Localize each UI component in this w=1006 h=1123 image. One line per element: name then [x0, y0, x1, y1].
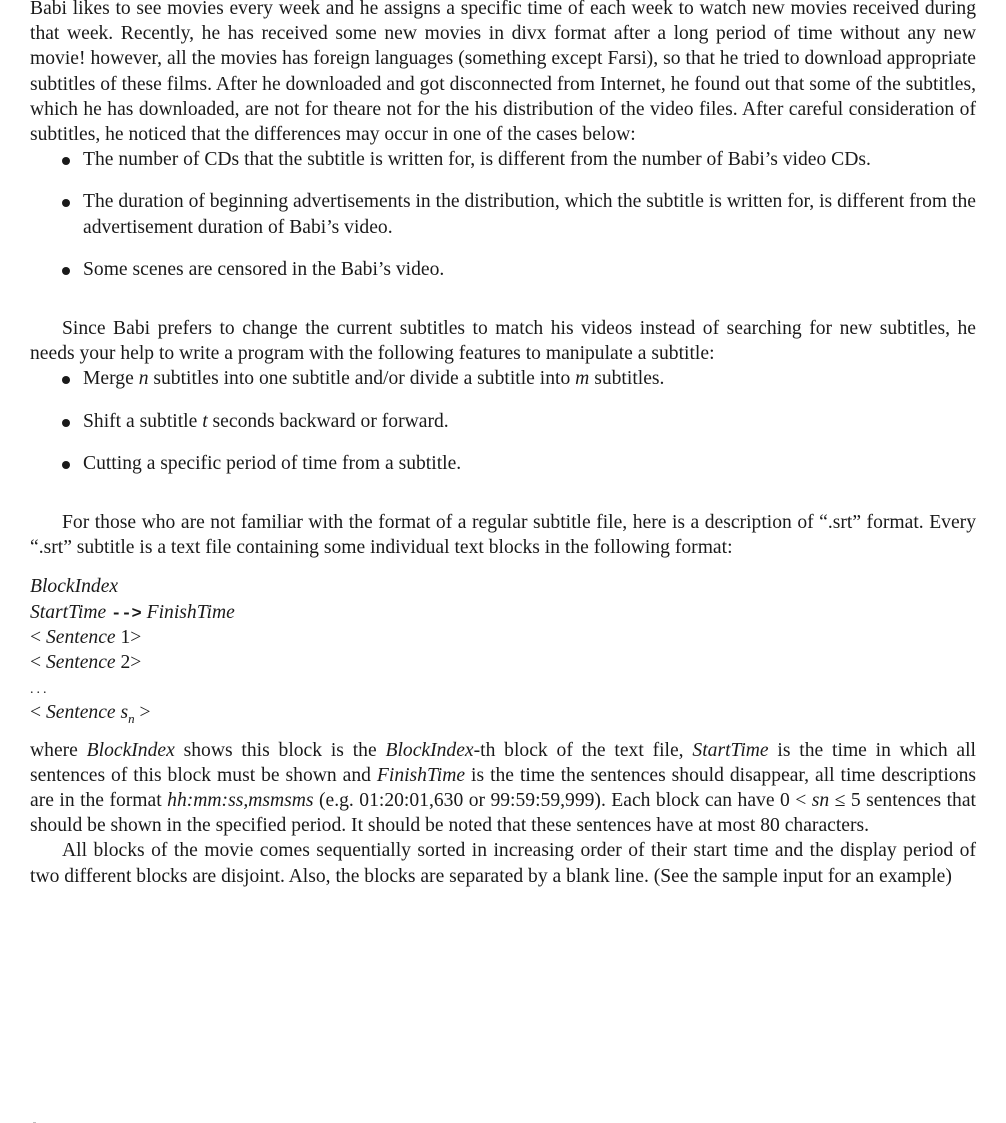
- math-variable: t: [202, 410, 208, 432]
- feature-merge: [30, 366, 976, 391]
- format-line-block-index: [30, 574, 976, 599]
- text: where: [30, 739, 87, 761]
- bullet-icon: [62, 461, 70, 469]
- intro-paragraph: Babi likes to see movies every week and he assigns a specific time of each week to watch new movies received during that week. Recently, he has received some new movies in divx format after a long period of time without any new movie! however, all the movies has foreign languages (something except Farsi), so that he tried to download appropriate subtitles of these films. After he downloaded and got disconnected from Internet, he found out that some of the subtitles, which he has downloaded, are not for theare not for the his distribution of the video files. After careful consideration of subtitles, he noticed that the differences may occur in one of the cases below:: [30, 0, 976, 146]
- list-item-text: Some scenes are censored in the Babi’s video.: [83, 258, 445, 280]
- bullet-icon: [62, 199, 70, 207]
- format-explanation-paragraph: [30, 738, 976, 839]
- format-line-sentence-1: [30, 625, 976, 650]
- problem-statement: [30, 0, 976, 889]
- srt-format-block: [30, 574, 976, 725]
- sentence-label: Sentence: [45, 626, 116, 648]
- sentence-var: s: [120, 702, 129, 724]
- text: is the time in which all sentences of this block must be shown and: [30, 739, 977, 786]
- feature-text: subtitles into one subtitle and/or divide a subtitle into: [148, 368, 576, 390]
- ordering-paragraph: All blocks of the movie comes sequentially sorted in increasing order of their start time and the display period of two different blocks are disjoint. Also, the blocks are separated by a blank line. (See the sample input for an example): [30, 840, 976, 887]
- feature-shift: [30, 409, 976, 434]
- bullet-icon: [62, 267, 70, 275]
- text: shows this block is the: [174, 739, 386, 761]
- arrow-separator: -->: [111, 604, 142, 624]
- bullet-icon: [62, 157, 70, 165]
- angle-open: <: [30, 626, 42, 648]
- math-term: BlockIndex: [385, 739, 474, 761]
- list-item: [30, 257, 976, 282]
- finish-time-label: FinishTime: [146, 601, 235, 623]
- sentence-label: Sentence: [45, 652, 116, 674]
- angle-open: <: [30, 702, 42, 724]
- math-term: sn: [811, 789, 830, 811]
- text: (e.g. 01:20:01,630 or 99:59:59,999). Each block can have 0 <: [313, 789, 812, 811]
- feature-text: Merge: [83, 368, 139, 390]
- format-line-sentence-n: [30, 700, 976, 725]
- feature-text: subtitles.: [589, 368, 665, 390]
- sentence-label: Sentence: [45, 702, 116, 724]
- difference-cases-list: [30, 147, 976, 282]
- math-term: BlockIndex: [86, 739, 175, 761]
- math-term: StartTime: [692, 739, 769, 761]
- list-item: [30, 147, 976, 172]
- text: ≤ 5 sentences that should be shown in the specified period. It should be noted that these sentences have at most 80 characters.: [30, 789, 976, 837]
- feature-text: seconds backward or forward.: [207, 410, 449, 432]
- feature-text: Cutting a specific period of time from a subtitle.: [83, 452, 462, 474]
- block-index-label: BlockIndex: [30, 576, 119, 598]
- text: -th block of the text file,: [473, 739, 693, 761]
- start-time-label: StartTime: [30, 601, 107, 623]
- list-item: [30, 189, 976, 239]
- feature-text: Shift a subtitle: [83, 410, 203, 432]
- list-item-text: The number of CDs that the subtitle is written for, is different from the number of Babi’s video CDs.: [83, 149, 871, 171]
- format-line-sentence-2: [30, 650, 976, 675]
- math-variable: n: [138, 368, 149, 390]
- angle-open: <: [30, 652, 42, 674]
- ellipsis: ...: [30, 682, 50, 698]
- features-list: [30, 366, 976, 476]
- sentence-number: 2: [120, 652, 131, 674]
- angle-close: >: [130, 652, 142, 674]
- math-variable: m: [575, 368, 590, 390]
- format-intro-paragraph: For those who are not familiar with the format of a regular subtitle file, here is a description of “.srt” format. Every “.srt” subtitle is a text file containing some individual text blocks in the following format:: [30, 512, 976, 559]
- angle-close: >: [139, 702, 151, 724]
- sentence-subscript: n: [128, 711, 135, 727]
- format-line-times: [30, 600, 976, 625]
- features-intro-paragraph: Since Babi prefers to change the current subtitles to match his videos instead of searching for new subtitles, he needs your help to write a program with the following features to manipulate a subtitle:: [30, 318, 976, 365]
- feature-cut: [30, 451, 976, 476]
- bullet-icon: [62, 376, 70, 384]
- sentence-number: 1: [120, 626, 131, 648]
- list-item-text: The duration of beginning advertisements in the distribution, which the subtitle is written for, is different from the advertisement duration of Babi’s video.: [83, 191, 976, 238]
- bullet-icon: [62, 419, 70, 427]
- text: is the time the sentences should disappear, all time descriptions are in the format: [30, 764, 976, 811]
- time-format: hh:mm:ss,msmsms: [167, 789, 314, 811]
- format-line-ellipsis: [30, 675, 976, 700]
- math-term: FinishTime: [376, 764, 466, 786]
- angle-close: >: [130, 626, 142, 648]
